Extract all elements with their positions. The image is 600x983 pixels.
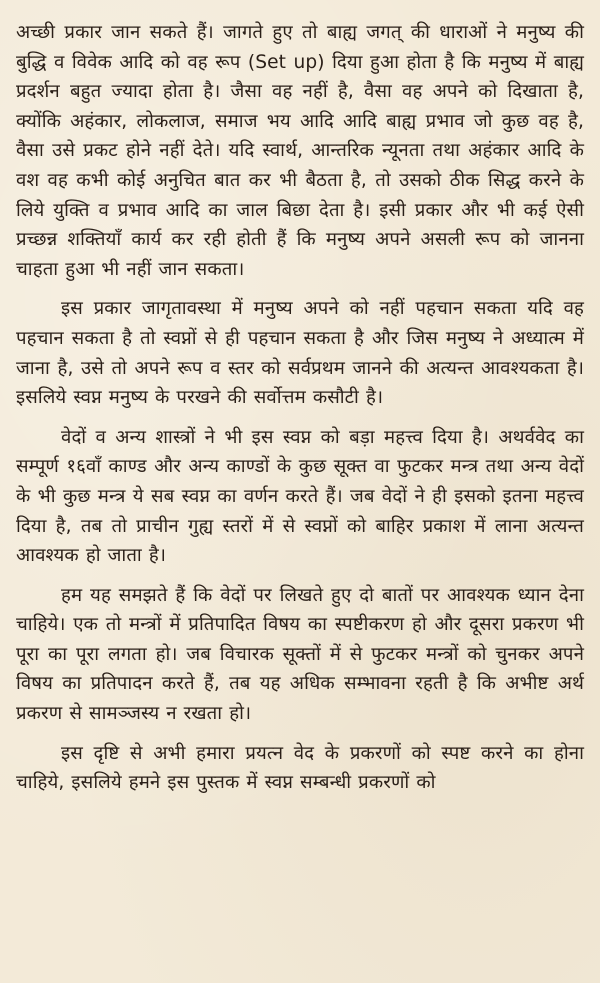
paragraph-5: इस दृष्टि से अभी हमारा प्रयत्न वेद के प्रकरणों को स्पष्ट करने का होना चाहिये, इसलिये हमने इस पुस्तक में स्वप्न सम्बन्धी प्रकरणों को: [16, 742, 584, 794]
paragraph-4: हम यह समझते हैं कि वेदों पर लिखते हुए दो बातों पर आवश्यक ध्यान देना चाहिये। एक तो मन्त्रों में प्रतिपादित विषय का स्पष्टीकरण हो और दूसरा प्रकरण भी पूरा का पूरा लगता हो। जब विचारक सूक्तों में से फुटकर मन्त्रों को चुनकर अपने विषय का प्रतिपादन करते हैं, तब यह अधिक सम्भावना रहती है कि अभीष्ट अर्थ प्रकरण से सामञ्जस्य न रखता हो।: [16, 584, 584, 725]
paragraph-2: इस प्रकार जागृतावस्था में मनुष्य अपने को नहीं पहचान सकता यदि वह पहचान सकता है तो स्वप्नों से ही पहचान सकता है और जिस मनुष्य ने अध्यात्म में जाना है, उसे तो अपने रूप व स्तर को सर्वप्रथम जानने की अत्यन्त आवश्यकता है। इसलिये स्वप्न मनुष्य के परखने की सर्वोत्तम कसौटी है।: [16, 298, 584, 409]
paragraph-1: अच्छी प्रकार जान सकते हैं। जागते हुए तो बाह्य जगत् की धाराओं ने मनुष्य की बुद्धि व विवेक आदि को वह रूप (Set up) दिया हुआ होता है कि मनुष्य में बाह्य प्रदर्शन बहुत ज्यादा होता है। जैसा वह नहीं है, वैसा वह अपने को दिखाता है, क्योंकि अहंकार, लोकलाज, समाज भय आदि आदि बाह्य प्रभाव जो कुछ वह है, वैसा उसे प्रकट होने नहीं देते। यदि स्वार्थ, आन्तरिक न्यूनता तथा अहंकार आदि के वश वह कभी कोई अनुचित बात कर भी बैठता है, तो उसको ठीक सिद्ध करने के लिये युक्ति व प्रभाव आदि का जाल बिछा देता है। इसी प्रकार और भी कई ऐसी प्रच्छन्न शक्तियाँ कार्य कर रही होती हैं कि मनुष्य अपने असली रूप को जानना चाहता हुआ भी नहीं जान सकता।: [16, 22, 584, 280]
paragraph-3: वेदों व अन्य शास्त्रों ने भी इस स्वप्न को बड़ा महत्त्व दिया है। अथर्ववेद का सम्पूर्ण १६वाँ काण्ड और अन्य काण्डों के कुछ सूक्त वा फुटकर मन्त्र तथा अन्य वेदों के भी कुछ मन्त्र ये सब स्वप्न का वर्णन करते हैं। जब वेदों ने ही इसको इतना महत्त्व दिया है, तब तो प्राचीन गुह्य स्तरों में से स्वप्नों को बाहिर प्रकाश में लाना अत्यन्त आवश्यक हो जाता है।: [16, 426, 584, 567]
